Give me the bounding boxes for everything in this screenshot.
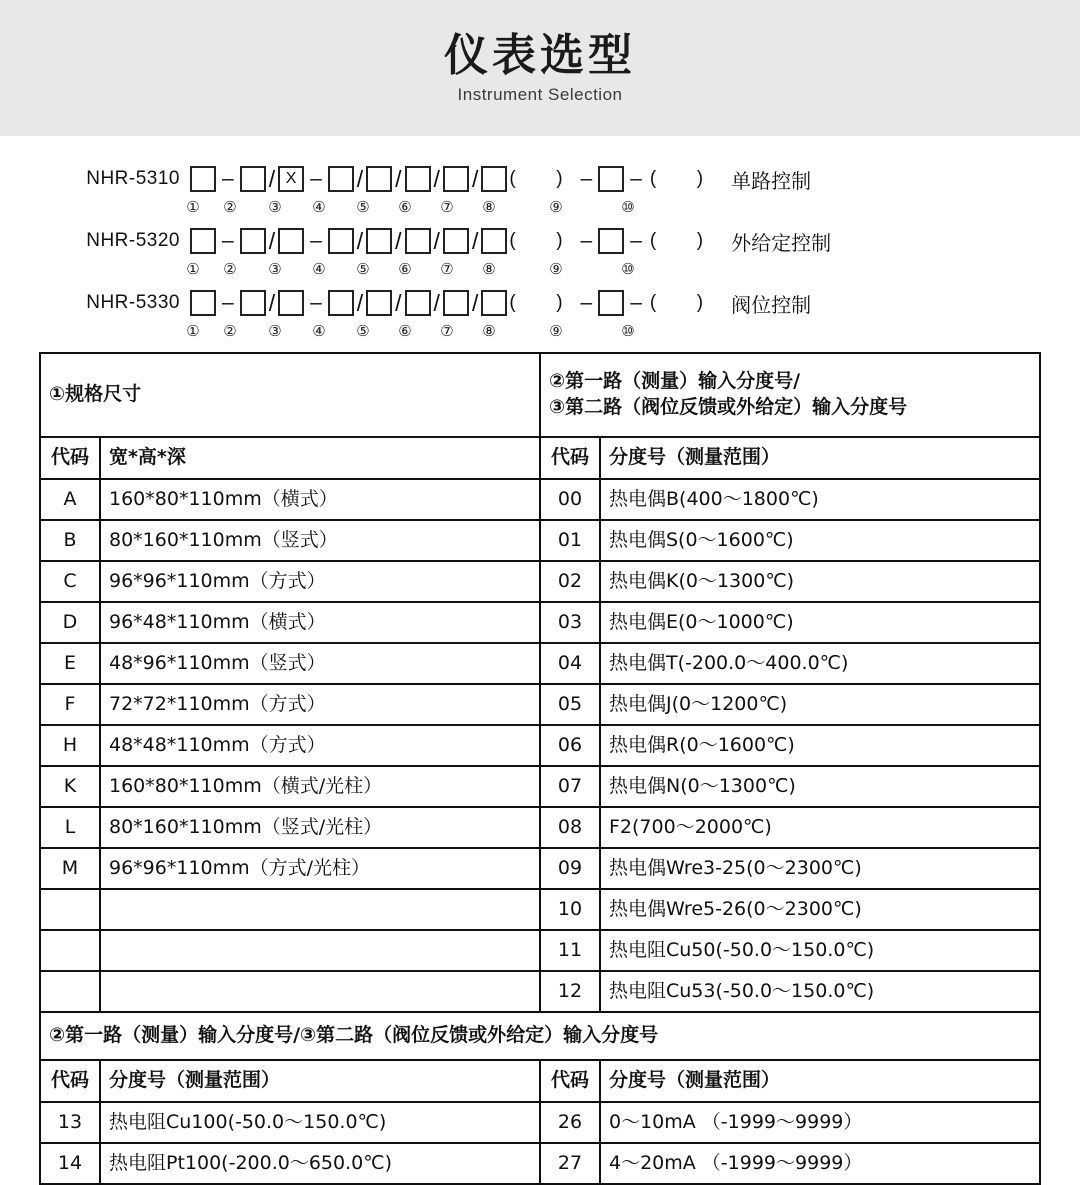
slash-separator: / bbox=[356, 227, 364, 254]
input-desc: 热电偶S(0～1600℃) bbox=[600, 520, 1040, 561]
slash-separator: / bbox=[471, 227, 479, 254]
table-row bbox=[40, 930, 1040, 971]
dash-separator: – bbox=[630, 291, 642, 314]
input-code: 06 bbox=[540, 725, 600, 766]
size-desc: 96*96*110mm（方式） bbox=[100, 561, 540, 602]
slash-separator: / bbox=[395, 165, 402, 192]
marker-8: ⑧ bbox=[482, 261, 496, 278]
code-box-7[interactable] bbox=[443, 228, 469, 254]
input-desc: F2(700～2000℃) bbox=[600, 807, 1040, 848]
col-header-code-right: 代码 bbox=[540, 1060, 600, 1102]
input-desc: 热电偶E(0～1000℃) bbox=[600, 602, 1040, 643]
section-header-dimensions: ①规格尺寸 bbox=[40, 353, 540, 437]
model-function-label: 阀位控制 bbox=[731, 292, 812, 317]
marker-7: ⑦ bbox=[440, 261, 454, 278]
slash-separator: / bbox=[433, 289, 440, 316]
slash-separator: / bbox=[433, 227, 440, 254]
page-banner bbox=[0, 0, 1080, 136]
marker-3: ③ bbox=[268, 323, 282, 340]
marker-3: ③ bbox=[268, 261, 282, 278]
size-desc: 160*80*110mm（横式/光柱） bbox=[100, 766, 540, 807]
page-subtitle: Instrument Selection bbox=[457, 85, 623, 105]
input-desc: 热电阻Cu50(-50.0～150.0℃) bbox=[600, 930, 1040, 971]
code-box-9[interactable] bbox=[598, 166, 624, 192]
input-code: 13 bbox=[40, 1102, 100, 1143]
size-desc bbox=[100, 889, 540, 930]
input-desc: 热电阻Cu100(-50.0～150.0℃) bbox=[100, 1102, 540, 1143]
size-desc: 48*48*110mm（方式） bbox=[100, 725, 540, 766]
input-code: 05 bbox=[540, 684, 600, 725]
size-code: B bbox=[40, 520, 100, 561]
slash-separator: / bbox=[471, 165, 479, 192]
size-code: A bbox=[40, 479, 100, 520]
input-code: 02 bbox=[540, 561, 600, 602]
paren-group: ( ) bbox=[509, 230, 573, 251]
slash-separator: / bbox=[471, 289, 479, 316]
code-box-8[interactable] bbox=[481, 228, 507, 254]
input-code: 07 bbox=[540, 766, 600, 807]
size-desc: 48*96*110mm（竖式） bbox=[100, 643, 540, 684]
size-code: C bbox=[40, 561, 100, 602]
model-function-label: 单路控制 bbox=[731, 168, 812, 193]
code-box-4[interactable] bbox=[328, 290, 354, 316]
slash-separator: / bbox=[356, 165, 364, 192]
size-desc: 96*48*110mm（横式） bbox=[100, 602, 540, 643]
dash-separator: – bbox=[580, 167, 593, 190]
dash-separator: – bbox=[310, 291, 322, 314]
model-function-label: 外给定控制 bbox=[731, 230, 832, 255]
input-code: 03 bbox=[540, 602, 600, 643]
input-code: 01 bbox=[540, 520, 600, 561]
marker-6: ⑥ bbox=[398, 261, 412, 278]
code-box-6[interactable] bbox=[405, 290, 431, 316]
col-header-code-right: 代码 bbox=[540, 437, 600, 479]
input-code: 10 bbox=[540, 889, 600, 930]
size-code: F bbox=[40, 684, 100, 725]
dash-separator: – bbox=[310, 167, 322, 190]
marker-2: ② bbox=[223, 261, 237, 278]
table-row bbox=[40, 848, 1040, 889]
table-row bbox=[40, 971, 1040, 1012]
slash-separator: / bbox=[395, 227, 402, 254]
code-box-2[interactable] bbox=[240, 166, 266, 192]
code-box-5[interactable] bbox=[366, 228, 392, 254]
dash-separator: – bbox=[580, 291, 593, 314]
slash-separator: / bbox=[395, 289, 402, 316]
input-desc: 热电偶J(0～1200℃) bbox=[600, 684, 1040, 725]
input-code: 00 bbox=[540, 479, 600, 520]
input-desc: 热电偶T(-200.0～400.0℃) bbox=[600, 643, 1040, 684]
marker-10: ⑩ bbox=[621, 199, 635, 216]
code-box-2[interactable] bbox=[240, 228, 266, 254]
input-code: 14 bbox=[40, 1143, 100, 1184]
size-desc bbox=[100, 930, 540, 971]
table-column-header-row bbox=[40, 437, 1040, 479]
size-desc: 72*72*110mm（方式） bbox=[100, 684, 540, 725]
slash-separator: / bbox=[356, 289, 364, 316]
marker-1: ① bbox=[186, 199, 200, 216]
table-header-row bbox=[40, 1012, 1040, 1060]
table-row bbox=[40, 889, 1040, 930]
table-row bbox=[40, 602, 1040, 643]
marker-10: ⑩ bbox=[621, 323, 635, 340]
size-desc bbox=[100, 971, 540, 1012]
marker-4: ④ bbox=[312, 261, 326, 278]
code-box-1[interactable] bbox=[190, 290, 216, 316]
dash-separator: – bbox=[222, 291, 234, 314]
code-box-8[interactable] bbox=[481, 290, 507, 316]
table-column-header-row bbox=[40, 1060, 1040, 1102]
spec-table-1 bbox=[39, 352, 1041, 1013]
input-code: 08 bbox=[540, 807, 600, 848]
marker-1: ① bbox=[186, 261, 200, 278]
spec-table-2 bbox=[39, 1011, 1041, 1185]
section-header-input-type bbox=[540, 353, 1040, 437]
code-box-9[interactable] bbox=[598, 228, 624, 254]
table-row bbox=[40, 520, 1040, 561]
input-desc: 热电偶Wre3-25(0～2300℃) bbox=[600, 848, 1040, 889]
marker-10: ⑩ bbox=[621, 261, 635, 278]
input-desc: 热电偶R(0～1600℃) bbox=[600, 725, 1040, 766]
marker-7: ⑦ bbox=[440, 199, 454, 216]
marker-5: ⑤ bbox=[356, 199, 370, 216]
size-code: K bbox=[40, 766, 100, 807]
col-header-code-left: 代码 bbox=[40, 1060, 100, 1102]
input-code: 09 bbox=[540, 848, 600, 889]
dash-separator: – bbox=[630, 229, 642, 252]
marker-5: ⑤ bbox=[356, 261, 370, 278]
page-title: 仪表选型 bbox=[444, 29, 636, 81]
slash-separator: / bbox=[268, 227, 276, 254]
table-header-row bbox=[40, 353, 1040, 437]
marker-row bbox=[56, 258, 1080, 280]
input-code: 27 bbox=[540, 1143, 600, 1184]
marker-3: ③ bbox=[268, 199, 282, 216]
table-row bbox=[40, 725, 1040, 766]
paren-group-tail: ( ) bbox=[649, 168, 714, 189]
marker-2: ② bbox=[223, 323, 237, 340]
paren-group-tail: ( ) bbox=[649, 230, 714, 251]
input-code: 04 bbox=[540, 643, 600, 684]
model-code-row bbox=[56, 286, 1080, 342]
dash-separator: – bbox=[580, 229, 593, 252]
table-row bbox=[40, 1102, 1040, 1143]
slash-separator: / bbox=[268, 289, 276, 316]
size-code: M bbox=[40, 848, 100, 889]
dash-separator: – bbox=[222, 167, 234, 190]
marker-7: ⑦ bbox=[440, 323, 454, 340]
marker-4: ④ bbox=[312, 323, 326, 340]
code-box-8[interactable] bbox=[481, 166, 507, 192]
table-row bbox=[40, 807, 1040, 848]
marker-6: ⑥ bbox=[398, 199, 412, 216]
marker-row bbox=[56, 320, 1080, 342]
code-box-3[interactable] bbox=[278, 290, 304, 316]
input-code: 11 bbox=[540, 930, 600, 971]
model-name: NHR-5330 bbox=[86, 292, 180, 313]
marker-2: ② bbox=[223, 199, 237, 216]
marker-4: ④ bbox=[312, 199, 326, 216]
input-desc: 热电偶Wre5-26(0～2300℃) bbox=[600, 889, 1040, 930]
size-code: D bbox=[40, 602, 100, 643]
marker-8: ⑧ bbox=[482, 323, 496, 340]
size-code bbox=[40, 971, 100, 1012]
marker-1: ① bbox=[186, 323, 200, 340]
input-desc: 热电阻Pt100(-200.0～650.0℃) bbox=[100, 1143, 540, 1184]
input-desc: 0～10mA （-1999～9999） bbox=[600, 1102, 1040, 1143]
marker-6: ⑥ bbox=[398, 323, 412, 340]
code-box-6[interactable] bbox=[405, 166, 431, 192]
table-row bbox=[40, 479, 1040, 520]
model-name: NHR-5310 bbox=[86, 168, 180, 189]
input-desc: 热电偶N(0～1300℃) bbox=[600, 766, 1040, 807]
paren-group: ( ) bbox=[509, 168, 573, 189]
size-code: L bbox=[40, 807, 100, 848]
input-desc: 热电阻Cu53(-50.0～150.0℃) bbox=[600, 971, 1040, 1012]
col-header-range-left: 分度号（测量范围） bbox=[100, 1060, 540, 1102]
code-box-7[interactable] bbox=[443, 166, 469, 192]
code-box-4[interactable] bbox=[328, 166, 354, 192]
section-header-line2: ③第二路（阀位反馈或外给定）输入分度号 bbox=[549, 396, 908, 418]
size-desc: 96*96*110mm（方式/光柱） bbox=[100, 848, 540, 889]
size-desc: 160*80*110mm（横式） bbox=[100, 479, 540, 520]
size-code: E bbox=[40, 643, 100, 684]
dash-separator: – bbox=[222, 229, 234, 252]
table-row bbox=[40, 561, 1040, 602]
size-code bbox=[40, 930, 100, 971]
paren-group: ( ) bbox=[509, 292, 573, 313]
dash-separator: – bbox=[310, 229, 322, 252]
model-name: NHR-5320 bbox=[86, 230, 180, 251]
input-desc: 热电偶K(0～1300℃) bbox=[600, 561, 1040, 602]
col-header-code-left: 代码 bbox=[40, 437, 100, 479]
marker-9: ⑨ bbox=[549, 323, 563, 340]
size-desc: 80*160*110mm（竖式） bbox=[100, 520, 540, 561]
slash-separator: / bbox=[268, 165, 276, 192]
code-box-5[interactable] bbox=[366, 166, 392, 192]
size-desc: 80*160*110mm（竖式/光柱） bbox=[100, 807, 540, 848]
table-row bbox=[40, 684, 1040, 725]
code-box-5[interactable] bbox=[366, 290, 392, 316]
code-box-6[interactable] bbox=[405, 228, 431, 254]
input-desc: 4～20mA （-1999～9999） bbox=[600, 1143, 1040, 1184]
code-box-9[interactable] bbox=[598, 290, 624, 316]
code-box-2[interactable] bbox=[240, 290, 266, 316]
input-code: 12 bbox=[540, 971, 600, 1012]
marker-9: ⑨ bbox=[549, 199, 563, 216]
table-row bbox=[40, 643, 1040, 684]
code-box-3[interactable] bbox=[278, 228, 304, 254]
marker-row bbox=[56, 196, 1080, 218]
table-row bbox=[40, 766, 1040, 807]
model-code-row bbox=[56, 224, 1080, 280]
slash-separator: / bbox=[433, 165, 440, 192]
model-code-section bbox=[0, 162, 1080, 342]
dash-separator: – bbox=[630, 167, 642, 190]
input-desc: 热电偶B(400～1800℃) bbox=[600, 479, 1040, 520]
col-header-size: 宽*高*深 bbox=[100, 437, 540, 479]
size-code bbox=[40, 889, 100, 930]
code-box-3[interactable]: X bbox=[278, 166, 304, 192]
input-code: 26 bbox=[540, 1102, 600, 1143]
size-code: H bbox=[40, 725, 100, 766]
marker-9: ⑨ bbox=[549, 261, 563, 278]
marker-8: ⑧ bbox=[482, 199, 496, 216]
section-header-input-type-2: ②第一路（测量）输入分度号/③第二路（阀位反馈或外给定）输入分度号 bbox=[40, 1012, 1040, 1060]
marker-5: ⑤ bbox=[356, 323, 370, 340]
col-header-range: 分度号（测量范围） bbox=[600, 437, 1040, 479]
code-box-7[interactable] bbox=[443, 290, 469, 316]
code-box-1[interactable] bbox=[190, 228, 216, 254]
code-box-1[interactable] bbox=[190, 166, 216, 192]
table-row bbox=[40, 1143, 1040, 1184]
section-header-line1: ②第一路（测量）输入分度号/ bbox=[549, 370, 801, 393]
paren-group-tail: ( ) bbox=[649, 292, 714, 313]
col-header-range-right: 分度号（测量范围） bbox=[600, 1060, 1040, 1102]
model-code-row bbox=[56, 162, 1080, 218]
code-box-4[interactable] bbox=[328, 228, 354, 254]
